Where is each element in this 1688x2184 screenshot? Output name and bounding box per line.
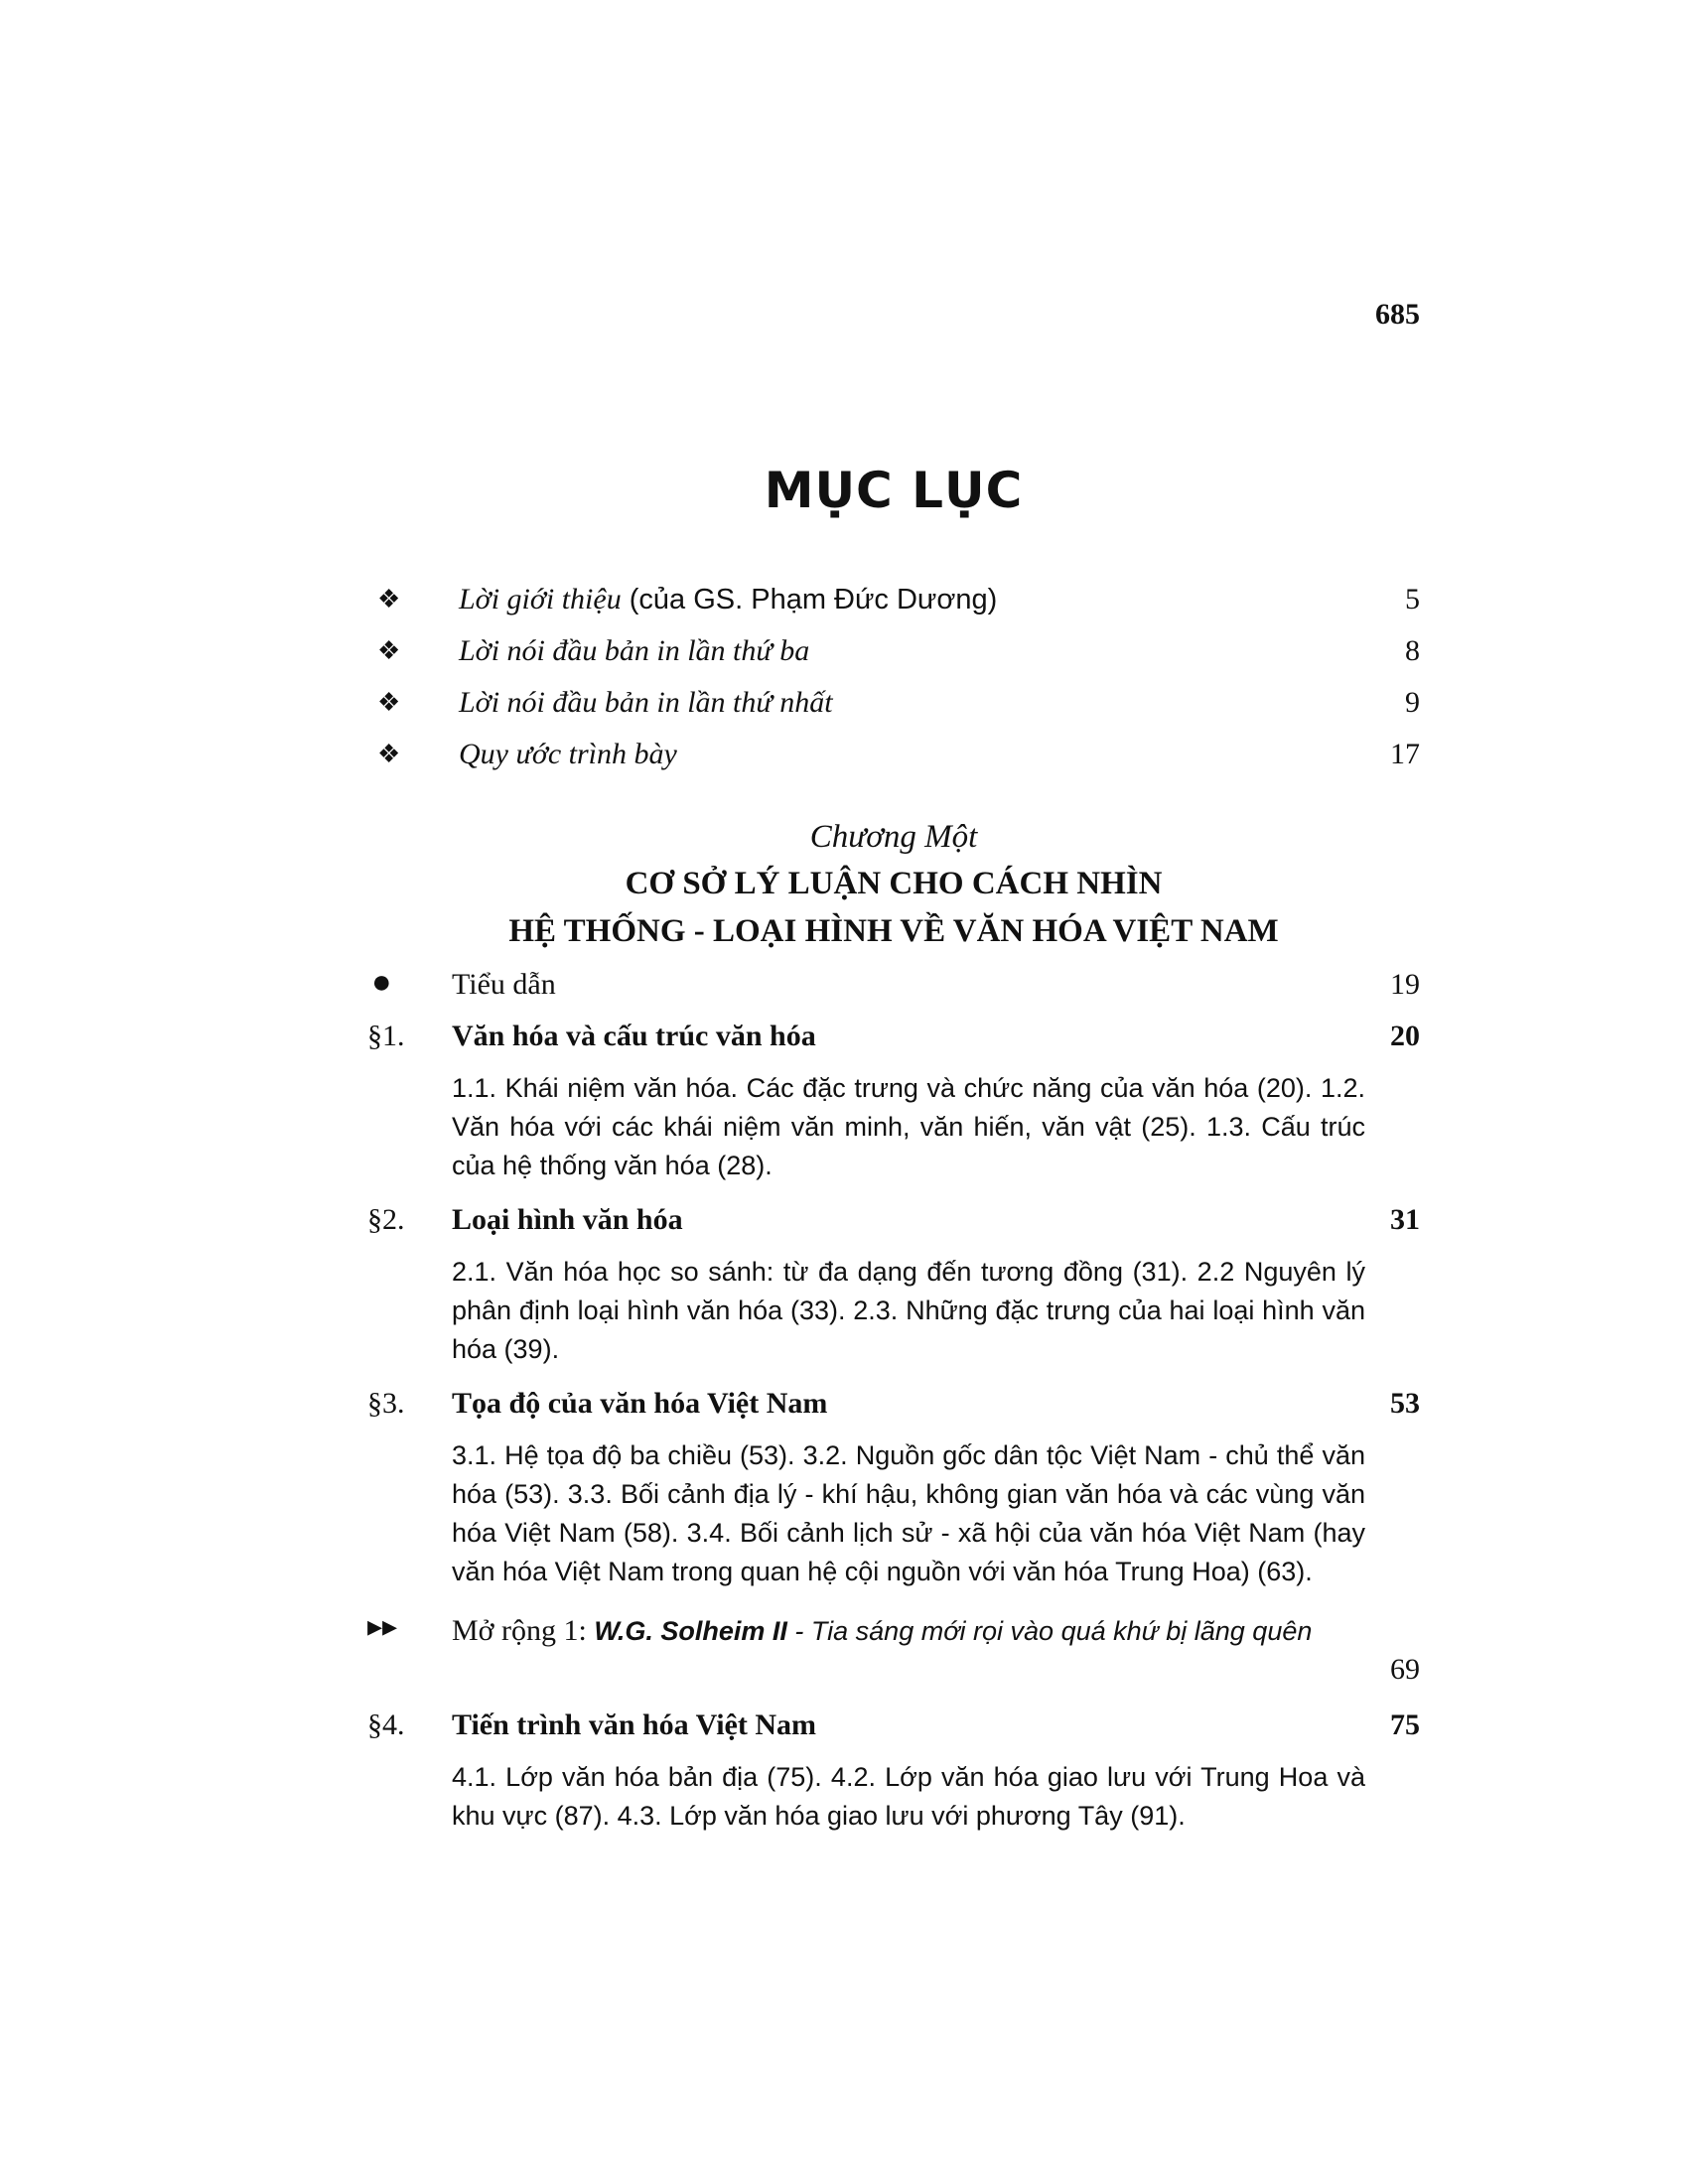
extension-title: Tia sáng mới rọi vào quá khứ bị lãng quên — [810, 1616, 1313, 1646]
section-subtopics: 3.1. Hệ tọa độ ba chiều (53). 3.2. Nguồn gốc dân tộc Việt Nam - chủ thể văn hóa (53). 3.3. Bối cảnh địa lý - khí hậu, không gian văn hóa và các vùng văn hóa Việt Nam (58). 3.4. Bối cảnh lịch sử - xã hội của văn hóa Việt Nam (hay văn hóa Việt Nam trong quan hệ cội nguồn với văn hóa Trung Hoa) (63). — [452, 1440, 1365, 1586]
front-matter-title: Lời nói đầu bản in lần thứ nhất — [459, 686, 833, 719]
diamond-bullet-icon: ❖ — [377, 636, 401, 665]
double-arrow-icon: ▸▸ — [367, 1610, 398, 1643]
section-page: 31 — [1390, 1203, 1420, 1236]
front-matter-item[interactable] — [377, 632, 1420, 684]
section-mark: §1. — [367, 1020, 405, 1052]
section-page: 75 — [1390, 1708, 1420, 1741]
chapter-heading — [0, 814, 1688, 955]
section-subtopics: 1.1. Khái niệm văn hóa. Các đặc trưng và chức năng của văn hóa (20). 1.2. Văn hóa với các khái niệm văn minh, văn hiến, văn vật (25). 1.3. Cấu trúc của hệ thống văn hóa (28). — [452, 1073, 1365, 1180]
section-mark: §3. — [367, 1387, 405, 1420]
front-matter-note: (của GS. Phạm Đức Dương) — [621, 584, 998, 615]
extension-author: W.G. Solheim II — [594, 1616, 787, 1646]
front-matter-item[interactable] — [377, 736, 1420, 787]
section-subtopics: 2.1. Văn hóa học so sánh: từ đa dạng đến tương đồng (31). 2.2 Nguyên lý phân định loại hình văn hóa (33). 2.3. Những đặc trưng của hai loại hình văn hóa (39). — [452, 1257, 1365, 1364]
chapter-title-line-2: HỆ THỐNG - LOẠI HÌNH VỀ VĂN HÓA VIỆT NAM — [508, 913, 1279, 949]
toc-section-3[interactable] — [367, 1387, 1420, 1436]
extension-prefix: Mở rộng 1: — [452, 1614, 595, 1647]
toc-entry-intro[interactable] — [367, 964, 1420, 1020]
section-title: Tọa độ của văn hóa Việt Nam — [452, 1387, 828, 1420]
section-mark: §4. — [367, 1708, 405, 1741]
section-mark: §2. — [367, 1203, 405, 1236]
front-matter-title: Lời nói đầu bản in lần thứ ba — [459, 634, 810, 667]
front-matter-page: 17 — [1390, 738, 1420, 770]
front-matter-title: Quy ước trình bày — [459, 738, 677, 770]
diamond-bullet-icon: ❖ — [377, 688, 401, 717]
chapter-contents — [367, 964, 1420, 1836]
extension-separator: - — [786, 1616, 811, 1646]
chapter-title-line-1: CƠ SỞ LÝ LUẬN CHO CÁCH NHÌN — [625, 866, 1163, 901]
toc-section-1[interactable] — [367, 1020, 1420, 1069]
section-title: Loại hình văn hóa — [452, 1203, 683, 1236]
section-subtopics: 4.1. Lớp văn hóa bản địa (75). 4.2. Lớp văn hóa giao lưu với Trung Hoa và khu vực (87). 4.3. Lớp văn hóa giao lưu với phương Tây (91). — [452, 1762, 1365, 1831]
page-number: 685 — [1375, 298, 1420, 331]
front-matter-page: 8 — [1405, 634, 1420, 667]
diamond-bullet-icon: ❖ — [377, 585, 401, 614]
toc-section-2[interactable] — [367, 1203, 1420, 1253]
diamond-bullet-icon: ❖ — [377, 740, 401, 768]
front-matter-title: Lời giới thiệu — [459, 583, 622, 615]
section-page: 53 — [1390, 1387, 1420, 1420]
round-bullet-icon: ● — [371, 964, 392, 1001]
front-matter-item[interactable] — [377, 581, 1420, 632]
toc-entry-title: Tiểu dẫn — [452, 968, 556, 1001]
front-matter-list — [377, 581, 1420, 787]
section-title: Tiến trình văn hóa Việt Nam — [452, 1708, 816, 1741]
extension-page: 69 — [1390, 1653, 1420, 1686]
section-page: 20 — [1390, 1020, 1420, 1052]
front-matter-page: 9 — [1405, 686, 1420, 719]
chapter-label: Chương Một — [809, 819, 978, 855]
front-matter-page: 5 — [1405, 583, 1420, 615]
toc-section-4[interactable] — [367, 1708, 1420, 1758]
toc-entry-page: 19 — [1390, 968, 1420, 1001]
toc-title: MỤC LỤC — [764, 462, 1024, 519]
front-matter-item[interactable] — [377, 684, 1420, 736]
section-title: Văn hóa và cấu trúc văn hóa — [452, 1020, 816, 1052]
toc-extension-1[interactable] — [367, 1609, 1420, 1708]
